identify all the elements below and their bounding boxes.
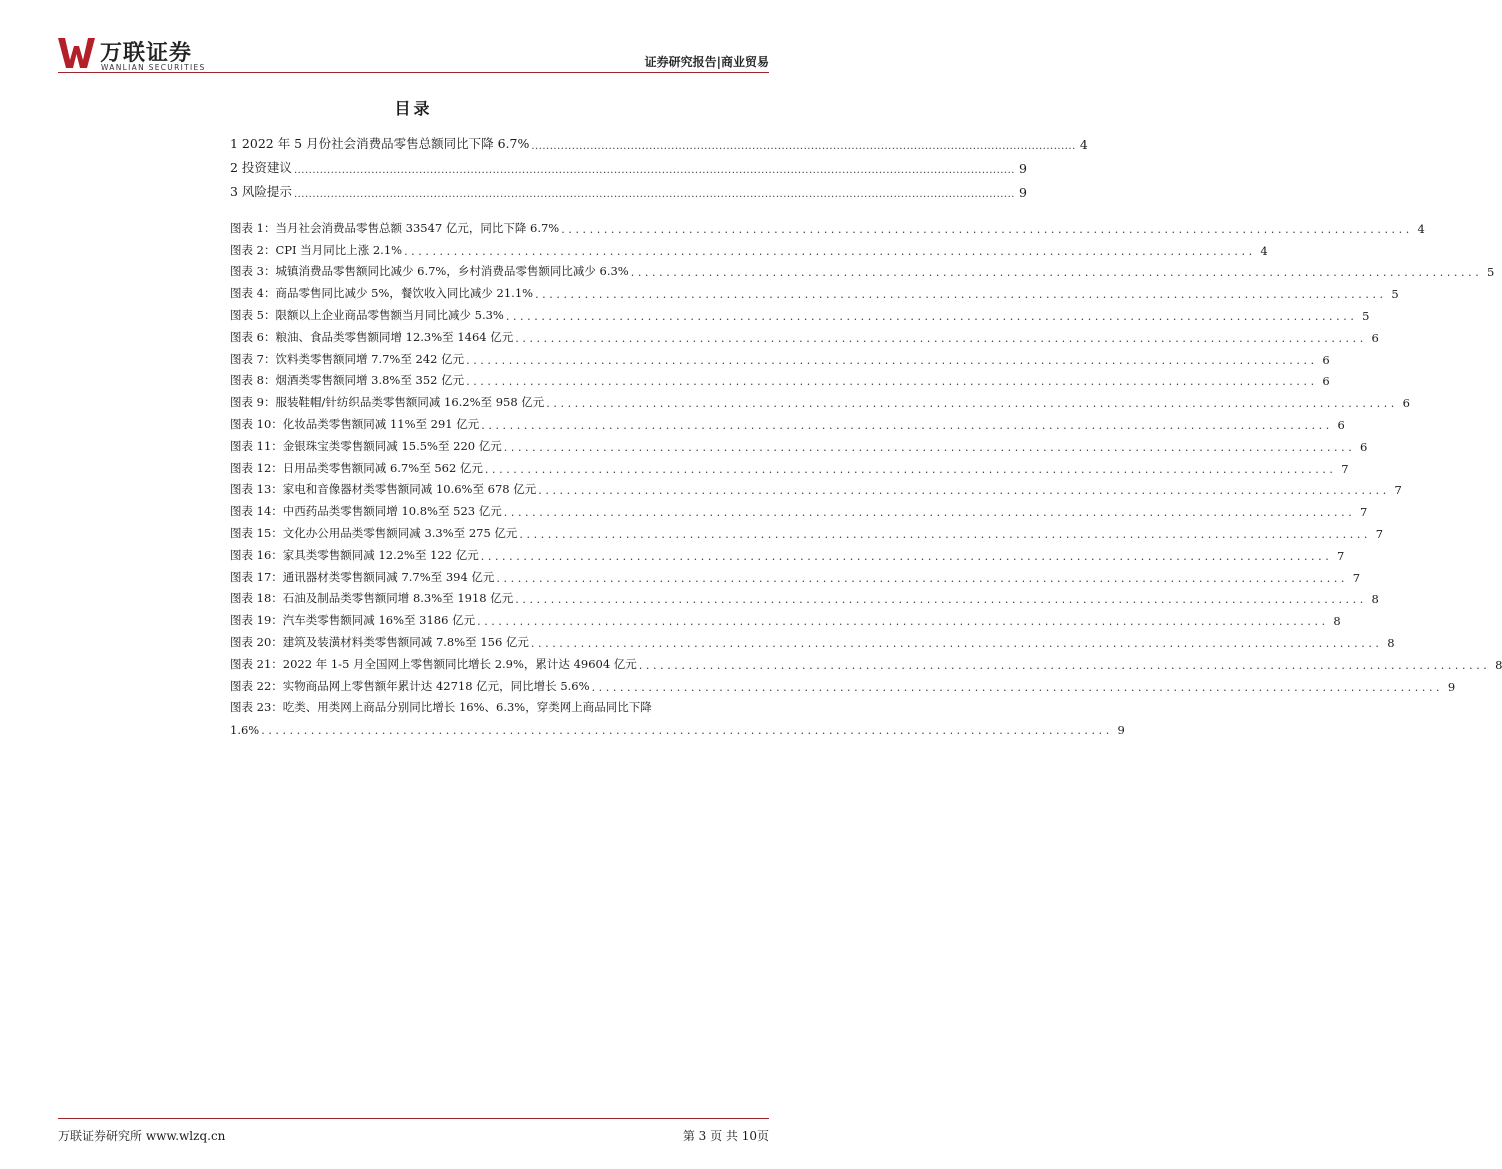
toc-figure-title: 图表 7：饮料类零售额同增 7.7%至 242 亿元 bbox=[230, 351, 465, 366]
logo-chinese-name: 万联证券 bbox=[100, 41, 193, 66]
toc-figure-title: 图表 3：城镇消费品零售额同比减少 6.7%，乡村消费品零售额同比减少 6.3% bbox=[230, 264, 629, 279]
toc-section-page: 9 bbox=[1019, 185, 1027, 200]
page-number: 第 3 页 共 10页 bbox=[682, 1129, 769, 1143]
toc-figure-title: 图表 6：粮油、食品类零售额同增 12.3%至 1464 亿元 bbox=[230, 329, 514, 344]
toc-figure-page: 6 bbox=[1360, 439, 1368, 454]
toc-section-page: 9 bbox=[1019, 161, 1027, 176]
toc-figure-page: 4 bbox=[1260, 243, 1268, 258]
toc-figure-title: 图表 14：中西药品类零售额同增 10.8%至 523 亿元 bbox=[230, 504, 502, 519]
toc-figure-title: 图表 4：商品零售同比减少 5%，餐饮收入同比减少 21.1% bbox=[230, 286, 534, 301]
toc-section-page: 4 bbox=[1079, 137, 1088, 152]
toc-section-entry[interactable] bbox=[230, 152, 1027, 176]
toc-figure-page: 4 bbox=[1417, 221, 1425, 236]
toc-figure-page: 6 bbox=[1322, 352, 1330, 367]
toc-figure-page: 6 bbox=[1337, 417, 1345, 432]
toc-section-title: 3 风险提示 bbox=[230, 184, 292, 199]
toc-figure-page: 8 bbox=[1387, 635, 1395, 650]
leader-dots: ........................................................................................................................ bbox=[477, 615, 1329, 629]
toc-figure-page: 7 bbox=[1360, 505, 1368, 520]
toc-section-title: 1 2022 年 5 月份社会消费品零售总额同比下降 6.7% bbox=[230, 136, 530, 151]
toc-figure-title: 图表 1：当月社会消费品零售总额 33547 亿元，同比下降 6.7% bbox=[230, 220, 560, 235]
section-list bbox=[230, 128, 1088, 200]
toc-figure-title: 图表 17：通讯器材类零售额同减 7.7%至 394 亿元 bbox=[230, 569, 495, 584]
toc-figure-entry[interactable] bbox=[230, 497, 1368, 520]
toc-figure-entry[interactable] bbox=[230, 367, 1330, 389]
toc-figure-entry[interactable] bbox=[230, 214, 1425, 236]
leader-dots: ........................................................................................................................ bbox=[515, 331, 1367, 345]
toc-figure-page: 5 bbox=[1391, 287, 1399, 302]
toc-figure-title: 图表 21：2022 年 1-5 月全国网上零售额同比增长 2.9%，累计达 49604 亿元 bbox=[230, 656, 637, 671]
leader-dots: ........................................................................................................................ bbox=[503, 506, 1356, 520]
toc-figure-page: 7 bbox=[1337, 548, 1345, 563]
toc-figure-title: 图表 19：汽车类零售额同减 16%至 3186 亿元 bbox=[230, 613, 476, 628]
toc-figure-page: 7 bbox=[1352, 570, 1361, 585]
toc-figure-entry[interactable] bbox=[230, 672, 1456, 694]
leader-dots: .................................................................................................................................................................................................... bbox=[293, 165, 1015, 176]
toc-figure-page: 5 bbox=[1486, 265, 1495, 280]
toc-figure-entry-continued[interactable] bbox=[230, 715, 1125, 738]
toc-figure-entry[interactable] bbox=[230, 628, 1395, 650]
toc-figure-page: 9 bbox=[1447, 679, 1456, 694]
toc-figure-title: 图表 5：限额以上企业商品零售额当月同比减少 5.3% bbox=[230, 307, 504, 322]
leader-dots: ........................................................................................................................ bbox=[496, 571, 1349, 585]
toc-figure-title: 图表 2：CPI 当月同比上涨 2.1% bbox=[230, 242, 403, 257]
leader-dots: ........................................................................................................................ bbox=[530, 636, 1383, 650]
leader-dots: .................................................................................................................................................... bbox=[531, 141, 1076, 152]
toc-figure-title: 图表 10：化妆品类零售额同减 11%至 291 亿元 bbox=[230, 416, 480, 431]
toc-figure-entry[interactable] bbox=[230, 694, 766, 716]
toc-figure-entry[interactable] bbox=[230, 279, 1399, 302]
toc-figure-entry[interactable] bbox=[230, 388, 1410, 411]
toc-figure-title-continued: 1.6% bbox=[230, 723, 260, 738]
toc-figure-title: 图表 8：烟酒类零售额同增 3.8%至 352 亿元 bbox=[230, 373, 465, 388]
footer-source: 万联证券研究所 www.wlzq.cn bbox=[58, 1129, 226, 1143]
toc-figure-entry[interactable] bbox=[230, 650, 1502, 672]
toc-figure-title: 图表 12：日用品类零售额同减 6.7%至 562 亿元 bbox=[230, 460, 483, 475]
toc-figure-entry[interactable] bbox=[230, 476, 1402, 498]
leader-dots: ........................................................................................................................ bbox=[261, 724, 1113, 738]
leader-dots: ........................................................................................................................ bbox=[503, 440, 1356, 454]
toc-figure-entry[interactable] bbox=[230, 236, 1268, 258]
footer-divider bbox=[58, 1118, 769, 1119]
leader-dots: ........................................................................................................................ bbox=[480, 549, 1333, 563]
logo-english-name: WANLIAN SECURITIES bbox=[101, 63, 206, 72]
toc-figure-title: 图表 16：家具类零售额同减 12.2%至 122 亿元 bbox=[230, 547, 479, 562]
company-logo bbox=[58, 36, 228, 72]
toc-figure-page: 9 bbox=[1117, 723, 1125, 738]
toc-figure-entry[interactable] bbox=[230, 541, 1345, 563]
toc-figure-title: 图表 13：家电和音像器材类零售额同减 10.6%至 678 亿元 bbox=[230, 482, 537, 497]
toc-figure-page: 6 bbox=[1322, 374, 1330, 389]
toc-figure-title: 图表 15：文化办公用品类零售额同减 3.3%至 275 亿元 bbox=[230, 525, 518, 540]
toc-figure-page: 5 bbox=[1362, 308, 1370, 323]
toc-figure-page: 8 bbox=[1371, 592, 1379, 607]
toc-title: 目录 bbox=[394, 99, 433, 118]
toc-figure-page: 7 bbox=[1341, 461, 1349, 476]
toc-figure-page: 7 bbox=[1375, 526, 1384, 541]
toc-figure-title: 图表 23：吃类、用类网上商品分别同比增长 16%、6.3%，穿类网上商品同比下降 bbox=[230, 700, 652, 715]
leader-dots: ........................................................................................................................ bbox=[515, 593, 1367, 607]
toc-figure-title: 图表 9：服装鞋帽/针纺织品类零售额同减 16.2%至 958 亿元 bbox=[230, 395, 545, 410]
leader-dots: ........................................................................................................................ bbox=[505, 309, 1358, 323]
toc-section-entry[interactable] bbox=[230, 176, 1027, 200]
toc-figure-entry[interactable] bbox=[230, 606, 1341, 629]
leader-dots: ........................................................................................................................ bbox=[466, 353, 1318, 367]
leader-dots: ........................................................................................................................ bbox=[466, 375, 1318, 389]
leader-dots: ........................................................................................................................ bbox=[591, 680, 1444, 694]
toc-figure-title: 图表 18：石油及制品类零售额同增 8.3%至 1918 亿元 bbox=[230, 591, 514, 606]
toc-figure-entry[interactable] bbox=[230, 345, 1330, 367]
report-type: 证券研究报告|商业贸易 bbox=[644, 55, 769, 69]
leader-dots: ........................................................................................................................ bbox=[535, 288, 1387, 302]
leader-dots: ........................................................................................................................ bbox=[519, 527, 1372, 541]
leader-dots: ........................................................................................................................ bbox=[484, 462, 1337, 476]
leader-dots: ........................................................................................................................ bbox=[404, 244, 1256, 258]
toc-figure-page: 7 bbox=[1394, 483, 1402, 498]
toc-figure-page: 8 bbox=[1333, 614, 1341, 629]
toc-figure-entry[interactable] bbox=[230, 432, 1368, 454]
leader-dots: ........................................................................................................................ bbox=[538, 484, 1390, 498]
toc-figure-entry[interactable] bbox=[230, 323, 1379, 345]
toc-section-entry[interactable] bbox=[230, 128, 1088, 152]
toc-figure-entry[interactable] bbox=[230, 410, 1345, 432]
toc-figure-title: 图表 11：金银珠宝类零售额同减 15.5%至 220 亿元 bbox=[230, 438, 502, 453]
toc-figure-entry[interactable] bbox=[230, 563, 1361, 585]
toc-figure-page: 6 bbox=[1371, 330, 1379, 345]
toc-figure-entry[interactable] bbox=[230, 585, 1379, 607]
toc-figure-title: 图表 20：建筑及装潢材料类零售额同减 7.8%至 156 亿元 bbox=[230, 634, 529, 649]
leader-dots: ........................................................................................................................ bbox=[546, 397, 1398, 411]
leader-dots: ........................................................................................................................ bbox=[630, 266, 1483, 280]
toc-figure-title: 图表 22：实物商品网上零售额年累计达 42718 亿元，同比增长 5.6% bbox=[230, 678, 590, 693]
leader-dots: ........................................................................................................................ bbox=[481, 418, 1333, 432]
header-divider bbox=[58, 72, 769, 73]
toc-section-title: 2 投资建议 bbox=[230, 160, 292, 175]
toc-figure-entry[interactable] bbox=[230, 454, 1349, 476]
toc-figure-entry[interactable] bbox=[230, 258, 1495, 280]
toc-figure-page: 8 bbox=[1495, 657, 1502, 672]
toc-figure-entry[interactable] bbox=[230, 301, 1370, 323]
leader-dots: .................................................................................................................................................................................................... bbox=[293, 189, 1015, 200]
figure-list bbox=[230, 214, 1502, 738]
toc-figure-page: 6 bbox=[1402, 396, 1410, 411]
toc-figure-entry[interactable] bbox=[230, 519, 1384, 541]
leader-dots: ........................................................................................................................ bbox=[638, 658, 1491, 672]
leader-dots: ........................................................................................................................ bbox=[561, 222, 1413, 236]
wanlian-w-logo-icon bbox=[58, 36, 98, 70]
